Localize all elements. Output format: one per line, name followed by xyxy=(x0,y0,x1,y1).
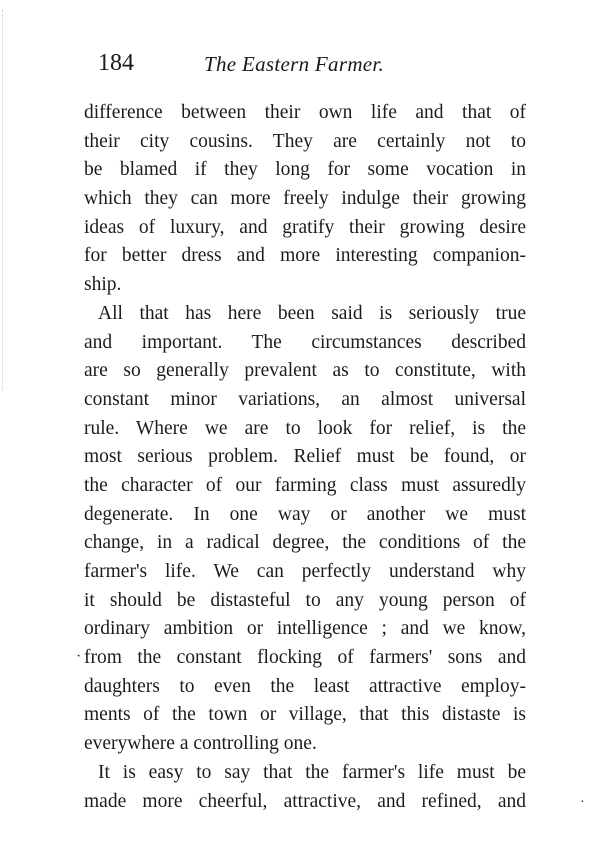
text-line: from the constant flocking of farmers' sons and xyxy=(84,647,526,669)
text-line: everywhere a controlling one. xyxy=(84,733,317,755)
gutter-dots xyxy=(2,10,11,390)
text-line: degenerate. In one way or another we must xyxy=(84,503,526,525)
page-header xyxy=(84,50,524,82)
running-head: The Eastern Farmer. xyxy=(204,52,385,76)
text-line: ship. xyxy=(84,274,122,296)
text-line: their city cousins. They are certainly not to xyxy=(84,130,526,152)
text-line: are so generally prevalent as to constitute, with xyxy=(84,360,526,382)
text-line: ments of the town or village, that this distaste is xyxy=(84,704,526,726)
text-line: most serious problem. Relief must be found, or xyxy=(84,446,526,468)
text-line: and important. The circumstances described xyxy=(84,331,526,353)
text-line: the character of our farming class must assuredly xyxy=(84,474,526,496)
margin-dot: · xyxy=(580,795,585,810)
text-line: rule. Where we are to look for relief, is the xyxy=(84,417,526,439)
text-line: made more cheerful, attractive, and refined, and xyxy=(84,790,526,812)
page-number: 184 xyxy=(98,50,134,76)
body-text xyxy=(84,99,526,816)
text-line: farmer's life. We can perfectly understand why xyxy=(84,561,526,582)
text-line: be blamed if they long for some vocation in xyxy=(84,159,526,181)
text-line: difference between their own life and that of xyxy=(84,102,526,123)
text-line: change, in a radical degree, the conditions of the xyxy=(84,532,526,554)
paragraph-first-line: It is easy to say that the farmer's life must be xyxy=(98,761,526,783)
text-line: constant minor variations, an almost universal xyxy=(84,388,526,410)
text-line: ordinary ambition or intelligence ; and we know, xyxy=(84,618,526,640)
text-line: daughters to even the least attractive employ- xyxy=(84,675,526,697)
margin-dot: · xyxy=(76,648,82,665)
text-line: ideas of luxury, and gratify their growing desire xyxy=(84,216,526,238)
text-line: which they can more freely indulge their growing xyxy=(84,188,526,210)
text-line: for better dress and more interesting companion- xyxy=(84,245,526,267)
text-line: it should be distasteful to any young person of xyxy=(84,589,526,611)
paragraph-first-line: All that has here been said is seriously true xyxy=(98,302,526,324)
